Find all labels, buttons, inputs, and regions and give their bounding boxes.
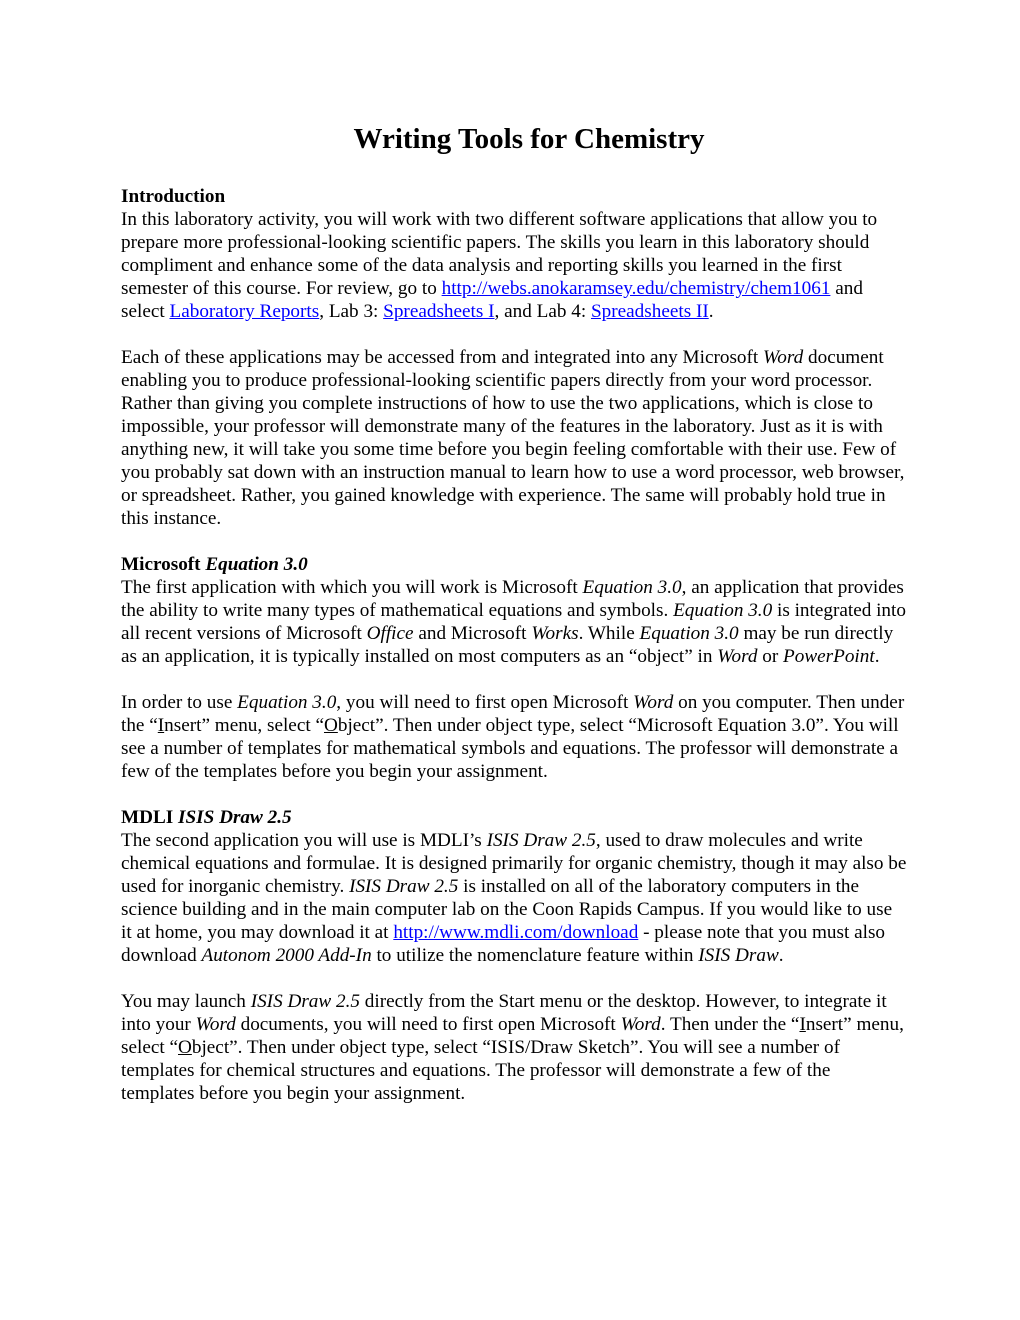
paragraph (121, 829, 907, 967)
italic-text: ISIS Draw (698, 945, 779, 966)
text-run: is integrated into all recent versions of Microsoft (121, 600, 906, 644)
italic-text: Works (531, 623, 579, 644)
text-run: In order to use (121, 692, 238, 713)
italic-text: ISIS Draw 2.5 (486, 830, 596, 851)
italic-text: Equation 3.0 (582, 577, 682, 598)
text-run: . (778, 945, 784, 966)
text-run: , Lab 3: (319, 301, 384, 322)
text-run: documents, you will need to first open Microsoft (235, 1014, 621, 1035)
text-run: , and Lab 4: (494, 301, 591, 322)
underlined-accelerator: O (178, 1037, 192, 1058)
text-run: to utilize the nomenclature feature within (371, 945, 699, 966)
text-run: and Microsoft (413, 623, 532, 644)
section (121, 553, 907, 783)
text-run: Introduction (121, 186, 226, 207)
paragraph (121, 691, 907, 783)
text-run: nsert” menu, select “ (164, 715, 324, 736)
italic-text: Word (633, 692, 674, 713)
text-run: , an application that provides the ability to write many types of mathematical equations and symbols. (121, 577, 904, 621)
text-run: MDLI (121, 807, 179, 828)
text-run: is installed on all of the laboratory computers in the science building and in the main computer lab on the Coon Rapids Campus. If you would like to use it at home, you may download it at (121, 876, 893, 943)
paragraph (121, 990, 907, 1105)
text-run: or (757, 646, 784, 667)
italic-text: Equation 3.0 (639, 623, 739, 644)
hyperlink[interactable]: Laboratory Reports (169, 301, 320, 322)
italic-text: Autonom 2000 Add-In (201, 945, 372, 966)
text-run: nsert” menu, select “ (121, 1014, 904, 1058)
text-run: . While (578, 623, 640, 644)
text-run: , you will need to first open Microsoft (336, 692, 634, 713)
italic-text: PowerPoint (783, 646, 875, 667)
text-run: Each of these applications may be accessed from and integrated into any Microsoft (121, 347, 764, 368)
underlined-accelerator: I (799, 1014, 806, 1035)
text-run: may be run directly as an application, it is typically installed on most computers as an “object” in (121, 623, 894, 667)
italic-text: Word (620, 1014, 661, 1035)
text-run: . (708, 301, 714, 322)
italic-text: ISIS Draw 2.5 (178, 807, 292, 828)
text-run: bject”. Then under object type, select “Microsoft Equation 3.0”. You will see a number of templates for mathematical symbols and equations. The professor will demonstrate a few of the templates before you begin your assignment. (121, 715, 899, 782)
text-run: - please note that you must also download (121, 922, 886, 966)
hyperlink[interactable]: Spreadsheets II (590, 301, 709, 322)
underlined-accelerator: I (157, 715, 165, 736)
document-body (121, 185, 907, 1105)
hyperlink[interactable]: Spreadsheets I (383, 301, 495, 322)
italic-text: Word (717, 646, 758, 667)
text-run: . (874, 646, 880, 667)
underlined-accelerator: O (323, 715, 338, 736)
italic-text: ISIS Draw 2.5 (250, 991, 360, 1012)
section-heading (121, 185, 907, 208)
paragraph (121, 208, 907, 323)
hyperlink[interactable]: http://webs.anokaramsey.edu/chemistry/chem1061 (441, 278, 831, 299)
italic-text: Equation 3.0 (673, 600, 773, 621)
text-run: The first application with which you will work is Microsoft (121, 577, 583, 598)
section-heading (121, 553, 907, 576)
text-run: In this laboratory activity, you will work with two different software applications that allow you to prepare more professional-looking scientific papers. The skills you learn in this laboratory should compliment and enhance some of the data analysis and reporting skills you learned in the first semester of this course. For review, go to (121, 209, 878, 299)
text-run: and select (121, 278, 863, 322)
text-run: Microsoft (121, 554, 206, 575)
text-run: The second application you will use is MDLI’s (121, 830, 487, 851)
text-run: document enabling you to produce professional-looking scientific papers directly from your word processor. Rather than giving you complete instructions of how to use the two applications, which is close to impossible, your professor will demonstrate many of the features in the laboratory. Just as it is with anything new, it will take you some time before you begin feeling comfortable with their use. Few of you probably sat down with an instruction manual to learn how to use a word processor, web browser, or spreadsheet. Rather, you gained knowledge with experience. The same will probably hold true in this instance. (121, 347, 905, 529)
italic-text: Equation 3.0 (205, 554, 308, 575)
text-run: bject”. Then under object type, select “ISIS/Draw Sketch”. You will see a number of templates for chemical structures and equations. The professor will demonstrate a few of the templates before you begin your assignment. (121, 1037, 840, 1104)
text-run: You may launch (121, 991, 251, 1012)
section (121, 185, 907, 530)
italic-text: ISIS Draw 2.5 (349, 876, 459, 897)
paragraph (121, 346, 907, 530)
section-heading (121, 806, 907, 829)
italic-text: Word (763, 347, 804, 368)
text-run: directly from the Start menu or the desktop. However, to integrate it into your (121, 991, 887, 1035)
italic-text: Office (366, 623, 414, 644)
text-run: , used to draw molecules and write chemical equations and formulae. It is designed primarily for organic chemistry, though it may also be used for inorganic chemistry. (121, 830, 907, 897)
document-page (121, 122, 907, 1128)
italic-text: Word (195, 1014, 236, 1035)
page-title: Writing Tools for Chemistry (353, 123, 705, 155)
text-run: on you computer. Then under the “ (121, 692, 905, 736)
italic-text: Equation 3.0 (237, 692, 337, 713)
paragraph (121, 576, 907, 668)
text-run: . Then under the “ (660, 1014, 800, 1035)
section (121, 806, 907, 1105)
hyperlink[interactable]: http://www.mdli.com/download (393, 922, 639, 943)
